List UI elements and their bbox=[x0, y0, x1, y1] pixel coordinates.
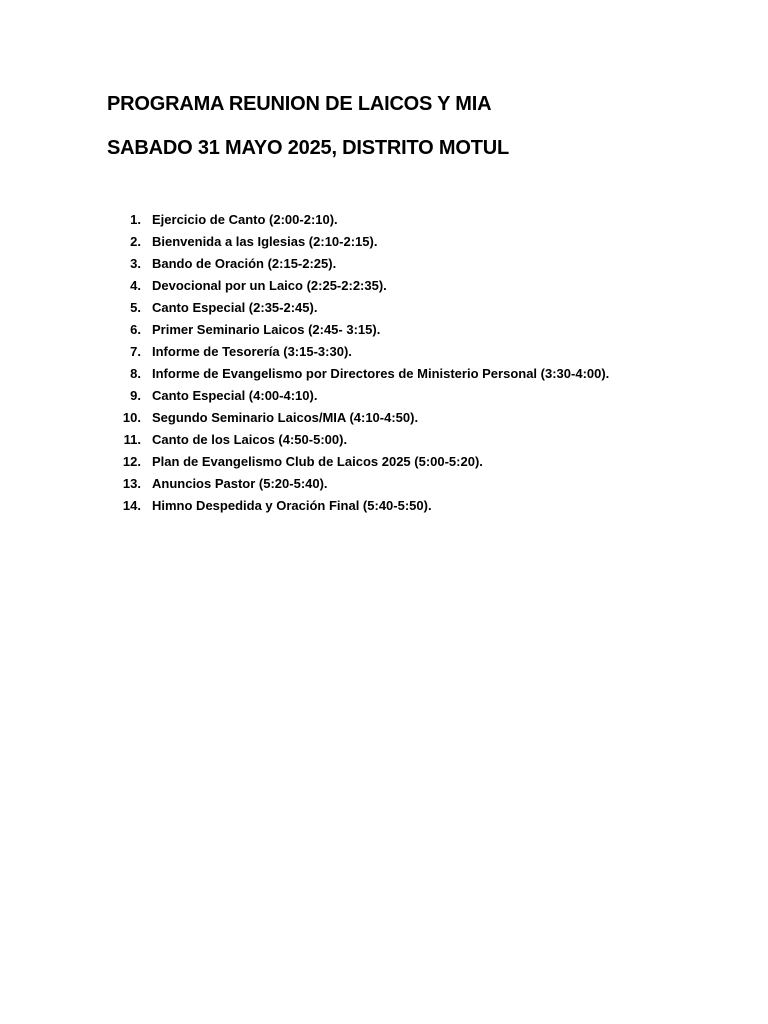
agenda-item-text: Segundo Seminario Laicos/MIA (4:10-4:50). bbox=[152, 410, 419, 425]
document-subtitle: SABADO 31 MAYO 2025, DISTRITO MOTUL bbox=[107, 137, 509, 159]
agenda-item-number: 2. bbox=[130, 234, 141, 249]
agenda-item-text: Anuncios Pastor (5:20-5:40). bbox=[152, 476, 328, 491]
agenda-item-text: Ejercicio de Canto (2:00-2:10). bbox=[152, 212, 338, 227]
agenda-item-number: 13. bbox=[122, 476, 141, 491]
agenda-item-number: 11. bbox=[123, 432, 141, 447]
agenda-item-text: Canto Especial (4:00-4:10). bbox=[152, 388, 318, 403]
agenda-item-text: Canto Especial (2:35-2:45). bbox=[152, 300, 318, 315]
agenda-item-number: 6. bbox=[130, 322, 141, 337]
agenda-item-number: 8. bbox=[130, 366, 141, 381]
agenda-item-number: 14. bbox=[122, 498, 141, 513]
agenda-item-text: Plan de Evangelismo Club de Laicos 2025 (5:00-5:20). bbox=[152, 454, 483, 469]
agenda-item-text: Canto de los Laicos (4:50-5:00). bbox=[152, 432, 348, 447]
agenda-item-number: 10. bbox=[122, 410, 141, 425]
agenda-item-number: 12. bbox=[122, 454, 141, 469]
agenda-item-text: Informe de Evangelismo por Directores de Ministerio Personal (3:30-4:00). bbox=[152, 366, 610, 381]
agenda-item-text: Bienvenida a las Iglesias (2:10-2:15). bbox=[152, 234, 378, 249]
agenda-item-number: 7. bbox=[130, 344, 141, 359]
document-title: PROGRAMA REUNION DE LAICOS Y MIA bbox=[107, 93, 492, 115]
agenda-item-text: Informe de Tesorería (3:15-3:30). bbox=[152, 344, 352, 359]
agenda-item-text: Primer Seminario Laicos (2:45- 3:15). bbox=[152, 322, 381, 337]
agenda-item-number: 4. bbox=[130, 278, 141, 293]
agenda-item-number: 1. bbox=[130, 212, 141, 227]
agenda-item-text: Himno Despedida y Oración Final (5:40-5:50). bbox=[152, 498, 432, 513]
agenda-item-text: Bando de Oración (2:15-2:25). bbox=[152, 256, 337, 271]
agenda-item-text: Devocional por un Laico (2:25-2:2:35). bbox=[152, 278, 387, 293]
agenda-item-number: 3. bbox=[130, 256, 141, 271]
agenda-item-number: 9. bbox=[130, 388, 141, 403]
agenda-item-number: 5. bbox=[130, 300, 141, 315]
